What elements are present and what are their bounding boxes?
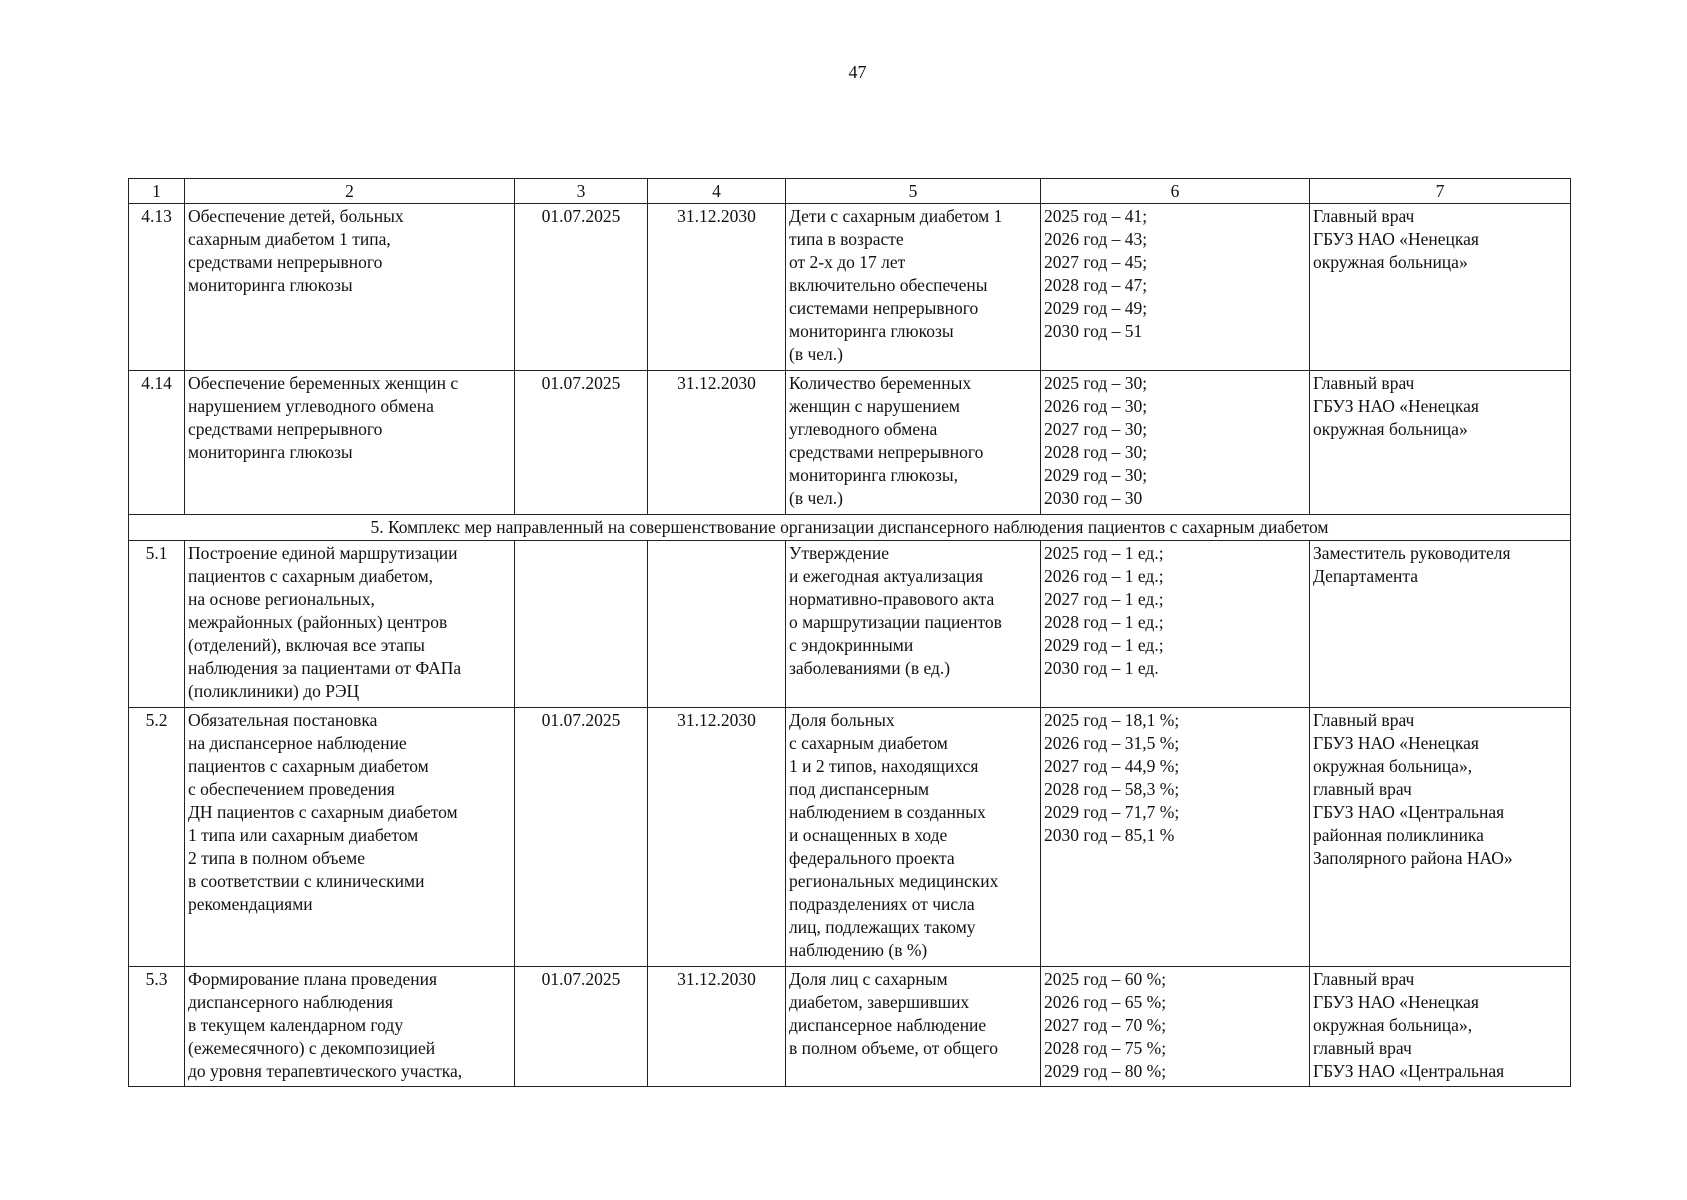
item-number: 5.1: [129, 541, 185, 708]
item-number: 4.13: [129, 204, 185, 371]
target-values: 2025 год – 41; 2026 год – 43; 2027 год – 45; 2028 год – 47; 2029 год – 49; 2030 год – 51: [1041, 204, 1310, 371]
target-values: 2025 год – 60 %; 2026 год – 65 %; 2027 год – 70 %; 2028 год – 75 %; 2029 год – 80 %;: [1041, 967, 1310, 1087]
table-row: [129, 541, 1571, 708]
start-date: 01.07.2025: [515, 967, 648, 1087]
table-row: [129, 967, 1571, 1087]
indicator: Доля больных с сахарным диабетом 1 и 2 типов, находящихся под диспансерным наблюдением в созданных и оснащенных в ходе федерального проекта региональных медицинских подразделениях от числа лиц, подлежащих такому наблюдению (в %): [786, 708, 1041, 967]
column-number: 2: [185, 179, 515, 204]
end-date: 31.12.2030: [648, 204, 786, 371]
page-number: 47: [848, 62, 867, 82]
responsible: Главный врач ГБУЗ НАО «Ненецкая окружная больница», главный врач ГБУЗ НАО «Центральная: [1310, 967, 1571, 1087]
responsible: Главный врач ГБУЗ НАО «Ненецкая окружная больница», главный врач ГБУЗ НАО «Центральная районная поликлиника Заполярного района НАО»: [1310, 708, 1571, 967]
table-row: [129, 708, 1571, 967]
activity-name: Построение единой маршрутизации пациентов с сахарным диабетом, на основе региональных, межрайонных (районных) центров (отделений), включая все этапы наблюдения за пациентами от ФАПа (поликлиники) до РЭЦ: [185, 541, 515, 708]
activity-name: Обеспечение детей, больных сахарным диабетом 1 типа, средствами непрерывного мониторинга глюкозы: [185, 204, 515, 371]
start-date: 01.07.2025: [515, 204, 648, 371]
item-number: 4.14: [129, 371, 185, 515]
end-date: 31.12.2030: [648, 967, 786, 1087]
end-date: [648, 541, 786, 708]
column-number: 3: [515, 179, 648, 204]
indicator: Доля лиц с сахарным диабетом, завершивших диспансерное наблюдение в полном объеме, от общего: [786, 967, 1041, 1087]
target-values: 2025 год – 30; 2026 год – 30; 2027 год – 30; 2028 год – 30; 2029 год – 30; 2030 год – 30: [1041, 371, 1310, 515]
column-number: 1: [129, 179, 185, 204]
responsible: Заместитель руководителя Департамента: [1310, 541, 1571, 708]
responsible: Главный врач ГБУЗ НАО «Ненецкая окружная больница»: [1310, 371, 1571, 515]
column-number: 5: [786, 179, 1041, 204]
column-number: 7: [1310, 179, 1571, 204]
activity-name: Формирование плана проведения диспансерного наблюдения в текущем календарном году (ежемесячного) с декомпозицией до уровня терапевтического участка,: [185, 967, 515, 1087]
table-row: [129, 204, 1571, 371]
column-number: 4: [648, 179, 786, 204]
start-date: 01.07.2025: [515, 708, 648, 967]
target-values: 2025 год – 1 ед.; 2026 год – 1 ед.; 2027 год – 1 ед.; 2028 год – 1 ед.; 2029 год – 1 ед.; 2030 год – 1 ед.: [1041, 541, 1310, 708]
start-date: 01.07.2025: [515, 371, 648, 515]
activity-name: Обеспечение беременных женщин с нарушением углеводного обмена средствами непрерывного мониторинга глюкозы: [185, 371, 515, 515]
start-date: [515, 541, 648, 708]
item-number: 5.3: [129, 967, 185, 1087]
end-date: 31.12.2030: [648, 371, 786, 515]
end-date: 31.12.2030: [648, 708, 786, 967]
indicator: Утверждение и ежегодная актуализация нормативно-правового акта о маршрутизации пациентов с эндокринными заболеваниями (в ед.): [786, 541, 1041, 708]
item-number: 5.2: [129, 708, 185, 967]
column-number-row: [129, 179, 1571, 204]
section-title: 5. Комплекс мер направленный на совершенствование организации диспансерного наблюдения пациентов с сахарным диабетом: [129, 515, 1571, 541]
activity-name: Обязательная постановка на диспансерное наблюдение пациентов с сахарным диабетом с обеспечением проведения ДН пациентов с сахарным диабетом 1 типа или сахарным диабетом 2 типа в полном объеме в соответствии с клиническими рекомендациями: [185, 708, 515, 967]
indicator: Количество беременных женщин с нарушением углеводного обмена средствами непрерывного мониторинга глюкозы, (в чел.): [786, 371, 1041, 515]
measures-table: [128, 178, 1571, 1087]
indicator: Дети с сахарным диабетом 1 типа в возрасте от 2-х до 17 лет включительно обеспечены системами непрерывного мониторинга глюкозы (в чел.): [786, 204, 1041, 371]
responsible: Главный врач ГБУЗ НАО «Ненецкая окружная больница»: [1310, 204, 1571, 371]
section-heading-row: [129, 515, 1571, 541]
column-number: 6: [1041, 179, 1310, 204]
table-row: [129, 371, 1571, 515]
target-values: 2025 год – 18,1 %; 2026 год – 31,5 %; 2027 год – 44,9 %; 2028 год – 58,3 %; 2029 год – 71,7 %; 2030 год – 85,1 %: [1041, 708, 1310, 967]
